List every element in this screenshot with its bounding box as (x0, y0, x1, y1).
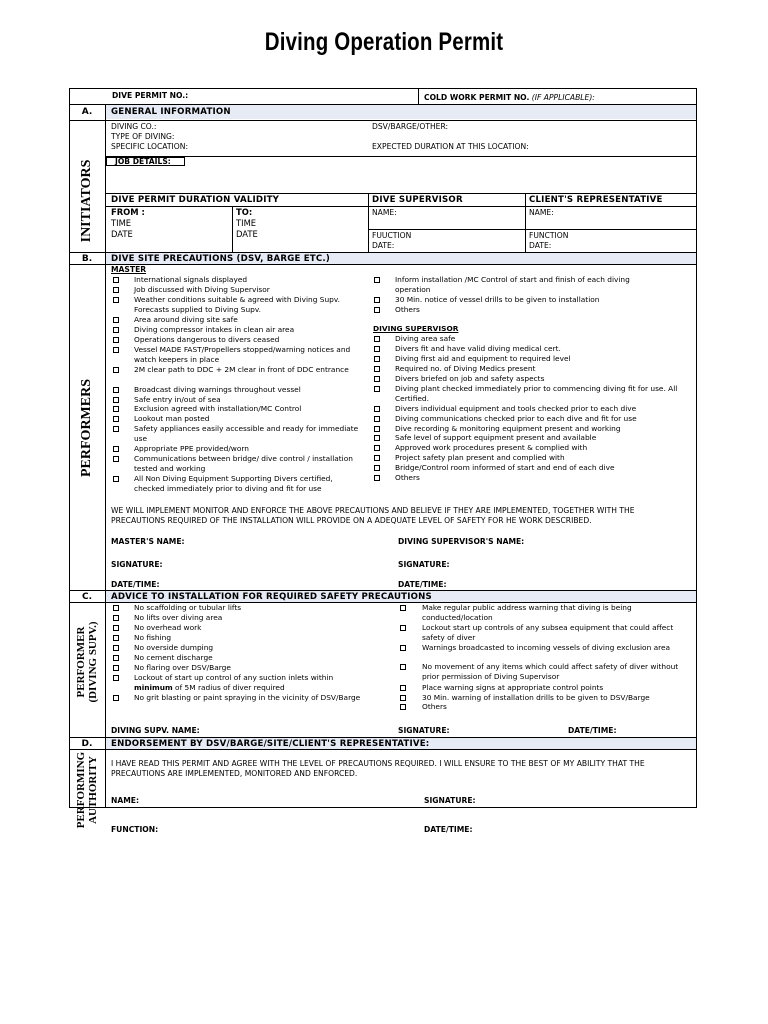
expected-duration-label: EXPECTED DURATION AT THIS LOCATION: (372, 142, 529, 151)
checklist-item: Diving area safe (395, 334, 456, 343)
section-b-statement: WE WILL IMPLEMENT MONITOR AND ENFORCE THE ABOVE PRECAUTIONS AND BELIEVE IF THEY ARE IMPLEMENTED, TOGETHER WITH THE PRECAUTIONS REQUIRED OF THE INSTALLATION WILL PROVIDE ON A ADEQUATE LEVEL OF SAFETY FOR HE WORK DESCRIBED. (111, 506, 635, 525)
checklist-item: 2M clear path to DDC + 2M clear in front of DDC entrance (134, 365, 349, 374)
signature-label-2: SIGNATURE: (398, 560, 450, 569)
job-details-label: JOB DETAILS: (106, 157, 185, 166)
checklist-item: 30 Min. notice of vessel drills to be given to installation (395, 295, 600, 304)
checklist-item: International signals displayed (134, 275, 248, 284)
checklist-item: Dive recording & monitoring equipment present and working (395, 424, 621, 433)
checkbox[interactable] (374, 445, 380, 451)
performers-side-label: PERFORMERS (79, 379, 94, 477)
section-d-function-label: FUNCTION: (111, 825, 159, 834)
section-c-header: ADVICE TO INSTALLATION FOR REQUIRED SAFETY PRECAUTIONS (111, 592, 432, 602)
checklist-item: Lookout man posted (134, 414, 210, 423)
page-title: Diving Operation Permit (264, 28, 504, 56)
checkbox[interactable] (374, 455, 380, 461)
section-a-letter: A. (81, 107, 93, 117)
checklist-item: Diving plant checked immediately prior to commencing diving fit for use. All Certified. (395, 384, 678, 403)
checklist-item: Exclusion agreed with installation/MC Control (134, 404, 302, 413)
section-c-letter: C. (81, 592, 93, 602)
section-d-datetime-label: DATE/TIME: (424, 825, 473, 834)
checklist-item-continuation: minimum of 5M radius of diver required (134, 683, 285, 692)
client-function-label: FUNCTION (529, 231, 569, 240)
checklist-item: No grit blasting or paint spraying in the vicinity of DSV/Barge (134, 693, 361, 702)
checkbox[interactable] (113, 625, 119, 631)
checkbox[interactable] (113, 416, 119, 422)
checklist-item: Approved work procedures present & complied with (395, 443, 588, 452)
validity-header: DIVE PERMIT DURATION VALIDITY (111, 195, 280, 205)
checkbox[interactable] (374, 307, 380, 313)
checklist-item: Required no. of Diving Medics present (395, 364, 536, 373)
checklist-item: No cement discharge (134, 653, 213, 662)
section-d-statement: I HAVE READ THIS PERMIT AND AGREE WITH THE LEVEL OF PRECAUTIONS REQUIRED. I WILL ENSURE TO THE BEST OF MY ABILITY THAT THE PRECAUTIONS ARE IMPLEMENTED, MONITORED AND ENFORCED. (111, 759, 645, 778)
section-c-signature-label: SIGNATURE: (398, 726, 450, 735)
checklist-item: Warnings broadcasted to incoming vessels of diving exclusion area (422, 643, 671, 652)
dive-permit-no-label: DIVE PERMIT NO.: (112, 91, 189, 100)
section-a-header: GENERAL INFORMATION (111, 107, 231, 117)
checklist-item: No flaring over DSV/Barge (134, 663, 231, 672)
section-d-letter: D. (81, 739, 93, 749)
checklist-item: Divers briefed on job and safety aspects (395, 374, 545, 383)
section-d-name-label: NAME: (111, 796, 140, 805)
supervisor-function-label: FUUCTION (372, 231, 412, 240)
specific-location-label: SPECIFIC LOCATION: (111, 142, 189, 151)
checkbox[interactable] (400, 605, 406, 611)
checkbox[interactable] (113, 297, 119, 303)
checkbox[interactable] (374, 426, 380, 432)
supervisor-date-label: DATE: (372, 241, 395, 250)
checklist-item: Broadcast diving warnings throughout vessel (134, 385, 301, 394)
checklist-item: Lockout start up controls of any subsea equipment that could affect safety of diver (422, 623, 674, 642)
checkbox[interactable] (400, 685, 406, 691)
checkbox[interactable] (113, 456, 119, 462)
to-date-label: DATE (236, 229, 258, 239)
checkbox[interactable] (113, 645, 119, 651)
checkbox[interactable] (113, 675, 119, 681)
checklist-item: No overhead work (134, 623, 202, 632)
checklist-item: No fishing (134, 633, 172, 642)
client-name-label: NAME: (529, 208, 554, 217)
client-date-label: DATE: (529, 241, 552, 250)
from-date-label: DATE (111, 229, 133, 239)
checkbox[interactable] (113, 387, 119, 393)
checkbox[interactable] (113, 446, 119, 452)
checkbox[interactable] (113, 605, 119, 611)
dsv-label: DSV/BARGE/OTHER: (372, 122, 449, 131)
checkbox[interactable] (113, 277, 119, 283)
checkbox[interactable] (113, 655, 119, 661)
checkbox[interactable] (113, 317, 119, 323)
checkbox[interactable] (374, 336, 380, 342)
section-b-letter: B. (81, 254, 93, 264)
checklist-item: Bridge/Control room informed of start and end of each dive (395, 463, 615, 472)
checkbox[interactable] (374, 406, 380, 412)
checkbox[interactable] (374, 277, 380, 283)
masters-name-label: MASTER'S NAME: (111, 537, 185, 546)
checkbox[interactable] (400, 704, 406, 710)
checklist-item: Diving first aid and equipment to required level (395, 354, 571, 363)
checklist-item: Inform installation /MC Control of start and finish of each diving operation (395, 275, 630, 294)
checkbox[interactable] (113, 695, 119, 701)
performer-side-label: PERFORMER (DIVING SUPV.) (75, 621, 99, 703)
checklist-item: Diving compressor intakes in clean air area (134, 325, 295, 334)
checkbox[interactable] (400, 625, 406, 631)
checklist-item: Safe entry in/out of sea (134, 395, 221, 404)
checklist-item: Operations dangerous to divers ceased (134, 335, 280, 344)
checkbox[interactable] (374, 346, 380, 352)
checklist-item: Safety appliances easily accessible and ready for immediate use (134, 424, 359, 443)
to-label: TO: (236, 207, 253, 217)
checkbox[interactable] (113, 635, 119, 641)
checklist-item: Communications between bridge/ dive control / installation tested and working (134, 454, 353, 473)
checklist-item: Place warning signs at appropriate control points (422, 683, 604, 692)
client-rep-header: CLIENT'S REPRESENTATIVE (529, 195, 663, 205)
checklist-item: Project safety plan present and complied with (395, 453, 565, 462)
checkbox[interactable] (374, 465, 380, 471)
checkbox[interactable] (113, 397, 119, 403)
checkbox[interactable] (113, 426, 119, 432)
checkbox[interactable] (113, 287, 119, 293)
checklist-item: Divers fit and have valid diving medical cert. (395, 344, 561, 353)
checkbox[interactable] (400, 695, 406, 701)
section-d-signature-label: SIGNATURE: (424, 796, 476, 805)
checkbox[interactable] (113, 327, 119, 333)
checklist-item: No scaffolding or tubular lifts (134, 603, 242, 612)
from-label: FROM : (111, 207, 145, 217)
supervisor-name-label: NAME: (372, 208, 397, 217)
checklist-item: Others (395, 473, 420, 482)
type-of-diving-label: TYPE OF DIVING: (111, 132, 175, 141)
checklist-item: Safe level of support equipment present and available (395, 433, 597, 442)
checklist-item: No movement of any items which could affect safety of diver without prior permission of Diving Supervisor (422, 662, 679, 681)
checkbox[interactable] (374, 416, 380, 422)
checkbox[interactable] (113, 476, 119, 482)
checklist-item: All Non Diving Equipment Supporting Divers certified, checked immediately prior to diving and fit for use (134, 474, 333, 493)
to-time-label: TIME (236, 218, 257, 228)
checkbox[interactable] (113, 367, 119, 373)
checkbox[interactable] (374, 297, 380, 303)
checkbox[interactable] (400, 645, 406, 651)
signature-label-1: SIGNATURE: (111, 560, 163, 569)
checklist-item: 30 Min. warning of installation drills to be given to DSV/Barge (422, 693, 650, 702)
checkbox[interactable] (113, 337, 119, 343)
cold-work-permit-label: COLD WORK PERMIT NO. (IF APPLICABLE): (424, 93, 595, 102)
from-time-label: TIME (111, 218, 132, 228)
section-d-header: ENDORSEMENT BY DSV/BARGE/SITE/CLIENT'S REPRESENTATIVE: (111, 739, 430, 749)
checklist-item: No overside dumping (134, 643, 214, 652)
checklist-item: Appropriate PPE provided/worn (134, 444, 249, 453)
section-b-header: DIVE SITE PRECAUTIONS (DSV, BARGE ETC.) (111, 254, 330, 264)
checklist-item: Others (395, 305, 420, 314)
checklist-item: Lockout of start up control of any suction inlets within (134, 673, 334, 682)
datetime-label-2: DATE/TIME: (398, 580, 447, 589)
initiators-side-label: INITIATORS (79, 159, 94, 243)
checkbox[interactable] (374, 356, 380, 362)
section-c-datetime-label: DATE/TIME: (568, 726, 617, 735)
checklist-item: Weather conditions suitable & agreed with Diving Supv. Forecasts supplied to Diving Supv. (134, 295, 340, 314)
checklist-item: No lifts over diving area (134, 613, 223, 622)
checkbox[interactable] (400, 664, 406, 670)
checkbox[interactable] (374, 386, 380, 392)
checklist-item: Divers individual equipment and tools checked prior to each dive (395, 404, 637, 413)
diving-co-label: DIVING CO.: (111, 122, 157, 131)
checkbox[interactable] (113, 615, 119, 621)
checkbox[interactable] (374, 376, 380, 382)
checkbox[interactable] (374, 435, 380, 441)
checklist-item: Vessel MADE FAST/Propellers stopped/warning notices and watch keepers in place (134, 345, 351, 364)
checkbox[interactable] (113, 347, 119, 353)
checklist-item: Make regular public address warning that diving is being conducted/location (422, 603, 632, 622)
checklist-item: Others (422, 702, 447, 711)
checkbox[interactable] (113, 665, 119, 671)
dive-supervisor-header: DIVE SUPERVISOR (372, 195, 463, 205)
checklist-item: Diving communications checked prior to each dive and fit for use (395, 414, 637, 423)
datetime-label-1: DATE/TIME: (111, 580, 160, 589)
supervisors-name-label: DIVING SUPERVISOR'S NAME: (398, 537, 525, 546)
checklist-item: Job discussed with Diving Supervisor (134, 285, 270, 294)
checkbox[interactable] (113, 406, 119, 412)
checkbox[interactable] (374, 366, 380, 372)
performing-authority-side-label: PERFORMING AUTHORITY (75, 751, 99, 829)
master-label: MASTER (111, 265, 147, 274)
checkbox[interactable] (374, 475, 380, 481)
checklist-item: Area around diving site safe (134, 315, 238, 324)
diving-supv-name-label: DIVING SUPV. NAME: (111, 726, 200, 735)
diving-supervisor-label: DIVING SUPERVISOR (373, 324, 459, 333)
